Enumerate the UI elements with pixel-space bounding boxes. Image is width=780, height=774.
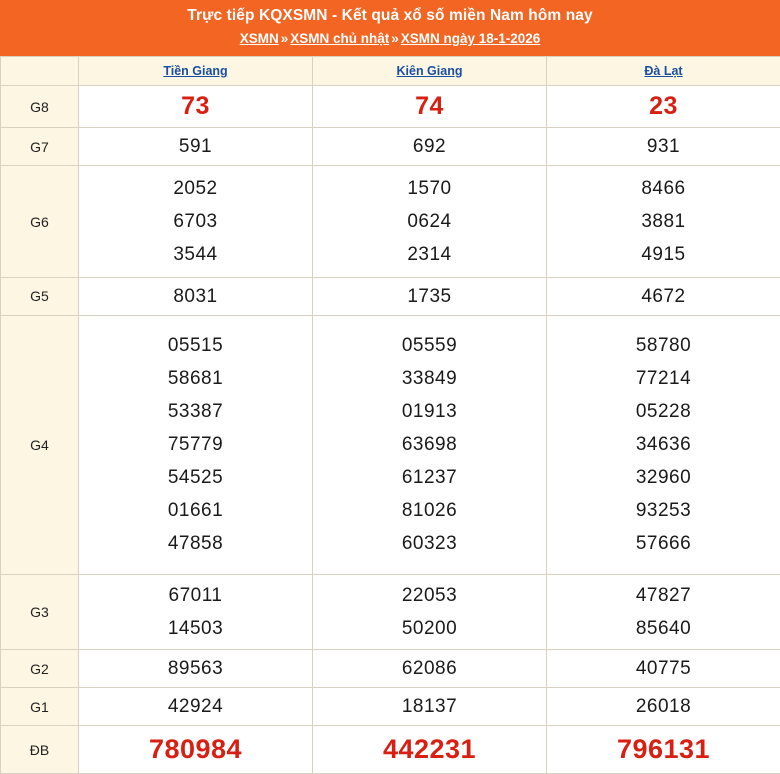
prize-numbers-da-lat [547, 650, 780, 688]
prize-numbers-kien-giang [313, 166, 547, 278]
prize-numbers-tien-giang [79, 650, 313, 688]
breadcrumb-item-xsmn-date[interactable]: XSMN ngày 18-1-2026 [400, 30, 541, 46]
prize-numbers-kien-giang [313, 128, 547, 166]
table-row [1, 86, 780, 128]
number: 4672 [641, 285, 686, 307]
number: 3881 [641, 211, 686, 232]
table-header [1, 57, 780, 86]
number: 93253 [635, 500, 692, 522]
number: 34636 [635, 434, 692, 456]
prize-numbers-da-lat [547, 86, 780, 128]
number: 1735 [407, 285, 452, 307]
prize-numbers-kien-giang [313, 688, 547, 726]
number: 18137 [401, 696, 458, 717]
number: 85640 [635, 618, 692, 640]
number: 26018 [635, 696, 692, 717]
number: 931 [646, 136, 681, 158]
number: 3544 [173, 244, 218, 265]
prize-numbers-kien-giang [313, 86, 547, 128]
number: 2314 [407, 244, 452, 265]
number: 14503 [167, 618, 224, 640]
number: 81026 [401, 500, 458, 522]
breadcrumb-item-xsmn[interactable]: XSMN [239, 30, 279, 46]
number: 6703 [173, 211, 218, 232]
prize-numbers-tien-giang [79, 688, 313, 726]
prize-numbers-tien-giang [79, 726, 313, 774]
column-header-prize [1, 57, 79, 86]
number: 23 [649, 92, 678, 121]
column-header-tien-giang [79, 57, 313, 86]
table-header-row [1, 57, 780, 86]
prize-numbers-kien-giang [313, 726, 547, 774]
page-title: Trực tiếp KQXSMN - Kết quả xổ số miền Nam hôm nay [187, 7, 593, 24]
prize-numbers-da-lat [547, 315, 780, 574]
number: 42924 [167, 696, 224, 717]
prize-numbers-tien-giang [79, 315, 313, 574]
number: 60323 [401, 533, 458, 555]
table-row [1, 575, 780, 650]
number: 01661 [167, 500, 224, 522]
breadcrumb-item-xsmn-chu-nhat[interactable]: XSMN chủ nhật [290, 30, 390, 46]
number: 67011 [168, 585, 223, 607]
number: 05559 [401, 335, 458, 357]
number: 63698 [401, 434, 458, 456]
prize-numbers-tien-giang [79, 128, 313, 166]
table-row [1, 128, 780, 166]
number: 33849 [401, 368, 458, 390]
number: 8031 [173, 285, 218, 307]
prize-label: G4 [1, 315, 79, 574]
prize-numbers-da-lat [547, 575, 780, 650]
table-row [1, 650, 780, 688]
number: 47827 [635, 585, 692, 607]
number: 89563 [167, 658, 224, 679]
prize-numbers-da-lat [547, 277, 780, 315]
number: 2052 [173, 178, 218, 199]
column-header-da-lat [547, 57, 780, 86]
number: 61237 [401, 467, 458, 489]
prize-label: G2 [1, 650, 79, 688]
table-row [1, 688, 780, 726]
province-link-da-lat[interactable]: Đà Lạt [644, 64, 683, 79]
number: 4915 [641, 244, 686, 265]
prize-label: G7 [1, 128, 79, 166]
prize-label: G1 [1, 688, 79, 726]
number: 591 [178, 136, 213, 158]
prize-label: G5 [1, 277, 79, 315]
prize-numbers-kien-giang [313, 650, 547, 688]
breadcrumb-separator-2: » [391, 30, 399, 46]
number: 57666 [635, 533, 692, 555]
prize-label: G3 [1, 575, 79, 650]
number: 1570 [407, 178, 452, 199]
number: 75779 [167, 434, 224, 456]
prize-numbers-tien-giang [79, 575, 313, 650]
province-link-kien-giang[interactable]: Kiên Giang [396, 64, 463, 79]
table-row [1, 315, 780, 574]
prize-numbers-da-lat [547, 128, 780, 166]
number: 58780 [635, 335, 692, 357]
breadcrumb-separator-1: » [280, 30, 289, 46]
number: 32960 [635, 467, 692, 489]
number: 796131 [616, 734, 711, 764]
number: 58681 [167, 368, 224, 390]
prize-numbers-kien-giang [313, 315, 547, 574]
prize-numbers-da-lat [547, 726, 780, 774]
prize-numbers-kien-giang [313, 575, 547, 650]
number: 62086 [401, 658, 458, 679]
number: 74 [415, 92, 444, 121]
number: 77214 [635, 368, 692, 390]
table-row [1, 277, 780, 315]
column-header-kien-giang [313, 57, 547, 86]
table-row [1, 166, 780, 278]
number: 50200 [401, 618, 458, 640]
number: 05228 [635, 401, 692, 423]
number: 47858 [167, 533, 224, 555]
number: 8466 [641, 178, 686, 199]
page-header [0, 0, 780, 56]
number: 442231 [382, 734, 477, 764]
results-table [0, 56, 780, 774]
prize-label: G8 [1, 86, 79, 128]
province-link-tien-giang[interactable]: Tiền Giang [163, 64, 228, 79]
number: 53387 [167, 401, 224, 423]
prize-numbers-kien-giang [313, 277, 547, 315]
number: 692 [412, 136, 447, 158]
number: 0624 [407, 211, 452, 232]
number: 22053 [401, 585, 458, 607]
prize-numbers-tien-giang [79, 86, 313, 128]
number: 54525 [167, 467, 224, 489]
table-body [1, 86, 780, 774]
prize-numbers-da-lat [547, 166, 780, 278]
breadcrumb [0, 30, 780, 48]
number: 73 [181, 92, 210, 121]
number: 40775 [635, 658, 692, 679]
prize-numbers-tien-giang [79, 166, 313, 278]
prize-numbers-tien-giang [79, 277, 313, 315]
prize-label: ĐB [1, 726, 79, 774]
prize-label: G6 [1, 166, 79, 278]
prize-numbers-da-lat [547, 688, 780, 726]
number: 01913 [401, 401, 458, 423]
table-row [1, 726, 780, 774]
number: 780984 [148, 734, 243, 764]
number: 05515 [167, 335, 224, 357]
